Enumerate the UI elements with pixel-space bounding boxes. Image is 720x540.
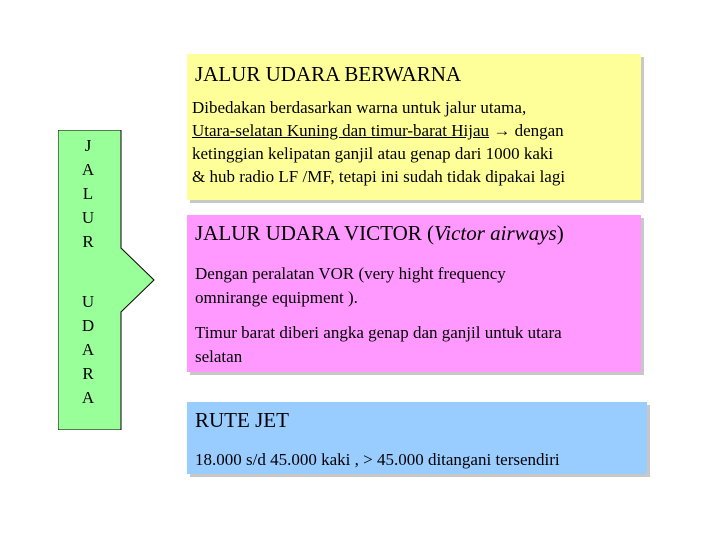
side-letter: A [81, 160, 95, 179]
side-letter: J [84, 136, 92, 155]
colored-airways-title: JALUR UDARA BERWARNA [195, 62, 462, 86]
side-letter: R [82, 364, 94, 383]
text-fragment: dengan [510, 121, 564, 140]
text-line: Dengan peralatan VOR (very hight frequency [195, 264, 506, 283]
vor-paragraph [195, 262, 506, 310]
text-line [192, 119, 565, 142]
side-label-udara [60, 290, 116, 410]
victor-airways-title [195, 221, 564, 246]
jet-route-box [187, 402, 647, 474]
direction-paragraph [195, 321, 562, 369]
text-line: selatan [195, 347, 243, 366]
victor-airways-box [187, 215, 641, 372]
side-letter: A [81, 340, 95, 359]
side-letter: D [81, 316, 95, 335]
colored-airways-text [192, 96, 565, 188]
colored-airways-box [187, 54, 641, 200]
underlined-text: Utara-selatan Kuning dan timur-barat Hijau [192, 121, 490, 140]
side-letter: R [82, 232, 94, 251]
jet-route-title: RUTE JET [195, 408, 289, 432]
text-line: Timur barat diberi angka genap dan ganjil untuk utara [195, 323, 562, 342]
side-letter: A [81, 388, 95, 407]
title-fragment: ) [556, 221, 564, 245]
jet-route-text: 18.000 s/d 45.000 kaki , > 45.000 ditangani tersendiri [195, 450, 560, 469]
text-line: omnirange equipment ). [195, 288, 358, 307]
right-arrow-icon: → [493, 121, 511, 140]
text-line: & hub radio LF /MF, tetapi ini sudah tidak dipakai lagi [192, 167, 566, 186]
side-letter: L [82, 184, 94, 203]
text-line: ketinggian kelipatan ganjil atau genap dari 1000 kaki [192, 144, 554, 163]
title-fragment: JALUR UDARA VICTOR ( [195, 221, 434, 245]
side-label-jalur [60, 134, 116, 254]
side-letter: U [81, 292, 95, 311]
title-italic: Victor airways [434, 221, 557, 245]
side-letter: U [81, 208, 95, 227]
text-line: Dibedakan berdasarkan warna untuk jalur utama, [192, 98, 527, 117]
